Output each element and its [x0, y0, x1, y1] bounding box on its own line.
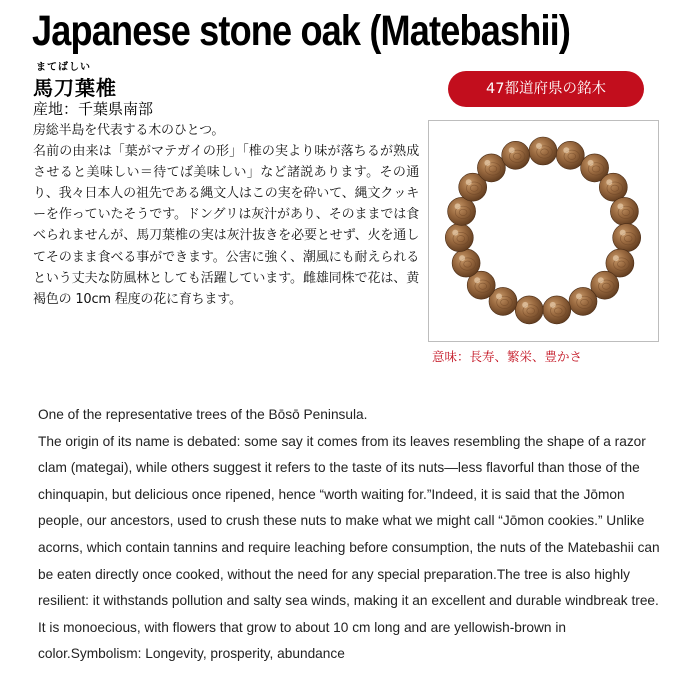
bead	[610, 197, 638, 225]
bead-highlight	[474, 277, 480, 283]
bead-highlight	[452, 230, 458, 236]
bead	[556, 141, 584, 169]
bead-highlight	[617, 203, 623, 209]
bead-highlight	[550, 302, 556, 308]
bead-highlight	[620, 230, 626, 236]
bead-highlight	[576, 293, 582, 299]
bead-highlight	[455, 203, 461, 209]
japanese-body: 名前の由来は「葉がマテガイの形」「椎の実より味が落ちるが熟成させると美味しい＝待てば美味しい」など諸説あります。その通り、我々日本人の祖先である縄文人はこの実を砕いて、縄文クッキーを作っていたそうです。ドングリは灰汁があり、そのままでは食べられませんが、馬刀葉椎の実は灰汁抜きを必要とせず、火を通してそのまま食べる事ができます。公害に強く、潮風にも耐えられるという丈夫な防風林としても活躍しています。雌雄同株で花は、黄褐色の 10cm 程度の花に育ちます。	[33, 144, 419, 307]
bead-highlight	[613, 255, 619, 261]
bead-highlight	[606, 179, 612, 185]
bead-highlight	[536, 143, 542, 149]
meaning-label: 意味：長寿、繁栄、豊かさ	[432, 349, 583, 364]
bead-highlight	[484, 160, 490, 166]
bead	[448, 197, 476, 225]
bead	[599, 173, 627, 201]
bead-highlight	[563, 147, 569, 153]
bead	[529, 137, 557, 165]
bead-highlight	[496, 293, 502, 299]
bead	[613, 224, 641, 252]
name-ruby-reading: まてばしい	[36, 62, 91, 73]
bead	[445, 224, 473, 252]
bead	[543, 296, 571, 324]
bead	[502, 141, 530, 169]
bead-highlight	[522, 302, 528, 308]
japanese-intro: 房総半島を代表する木のひとつ。	[33, 123, 225, 138]
bead-ring	[445, 137, 640, 324]
english-description: One of the representative trees of the Bōsō Peninsula. The origin of its name is debated: some say it comes from its leaves resembling the shape of a razor clam (mategai), while others suggest it refers to the taste of its nuts—less flavorful than those of the chinquapin, but delicious once ripened, hence “worth waiting for.”Indeed, it is said that the Jōmon people, our ancestors, used to crush these nuts to make what we might call “Jōmon cookies.” Unlike acorns, which contain tannins and require leaching before consumption, the nuts of the Matebashii can be eaten directly once cooked, without the need for any special preparation.The tree is also highly resilient: it withstands pollution and salty sea winds, making it an excellent and durable windbreak tree. It is monoecious, with flowers that grow to about 10 cm long and are yellowish-brown in color.Symbolism: Longevity, prosperity, abundance	[38, 407, 660, 662]
origin-label: 産地：千葉県南部	[33, 100, 154, 118]
bead-highlight	[588, 160, 594, 166]
page-title: Japanese stone oak (Matebashii)	[32, 7, 571, 55]
bead	[452, 249, 480, 277]
wooden-bead-bracelet-icon	[429, 121, 658, 341]
bead	[477, 154, 505, 182]
bead	[515, 296, 543, 324]
bead	[569, 287, 597, 315]
bead-highlight	[598, 277, 604, 283]
bead-highlight	[509, 147, 515, 153]
bead-highlight	[459, 255, 465, 261]
japanese-name: 馬刀葉椎	[33, 76, 117, 100]
prefecture-tree-badge: 47都道府県の銘木	[448, 71, 644, 107]
product-photo	[428, 120, 659, 342]
japanese-description	[33, 120, 419, 310]
bead-highlight	[466, 179, 472, 185]
